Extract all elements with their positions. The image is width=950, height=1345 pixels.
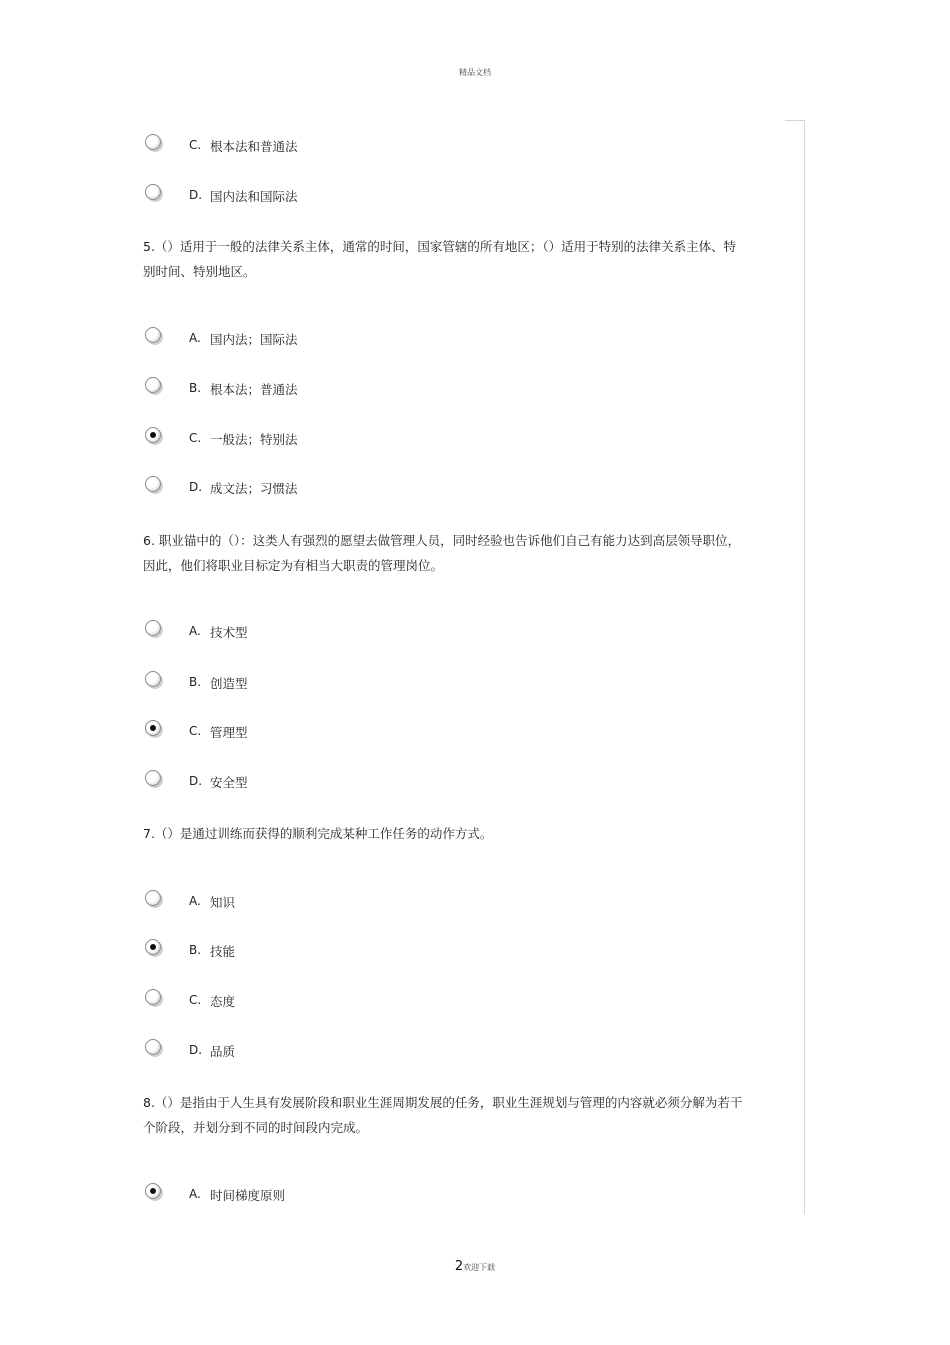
option-text: 根本法和普通法 (210, 139, 298, 154)
option-letter: A. (189, 1187, 201, 1201)
option-q7-c[interactable] (145, 989, 745, 1009)
option-q5-c[interactable] (145, 427, 745, 447)
option-letter: D. (189, 188, 203, 202)
option-q6-d[interactable] (145, 770, 745, 790)
option-letter: A. (189, 331, 201, 345)
option-letter: B. (189, 675, 202, 689)
option-q5-a[interactable] (145, 327, 745, 347)
option-q5-b[interactable] (145, 377, 745, 397)
option-letter: B. (189, 943, 202, 957)
footer-note: 欢迎下载 (463, 1263, 496, 1272)
option-letter: D. (189, 480, 203, 494)
option-text: 国内法；国际法 (210, 332, 298, 347)
frame-border-right (804, 120, 805, 1214)
page-number: 2 (454, 1259, 464, 1274)
radio-button[interactable] (145, 184, 161, 200)
option-letter: C. (189, 993, 202, 1007)
option-letter: C. (189, 431, 202, 445)
radio-button-selected[interactable] (145, 720, 161, 736)
option-text: 技能 (210, 944, 236, 959)
option-letter: A. (189, 894, 201, 908)
option-letter: A. (189, 624, 201, 638)
question-6-text: 6. 职业锚中的（）：这类人有强烈的愿望去做管理人员，同时经验也告诉他们自己有能力达到高层领导职位，因此，他们将职业目标定为有相当大职责的管理岗位。 (143, 533, 741, 573)
option-q4-d[interactable] (145, 184, 745, 204)
option-q8-a[interactable] (145, 1183, 745, 1203)
option-text: 管理型 (210, 725, 248, 740)
option-q7-b[interactable] (145, 939, 745, 959)
radio-button[interactable] (145, 620, 161, 636)
option-letter: D. (189, 774, 203, 788)
option-text: 时间梯度原则 (210, 1188, 286, 1203)
option-text: 一般法；特别法 (210, 432, 298, 447)
option-letter: C. (189, 138, 202, 152)
header-note: 精品文档 (459, 68, 491, 77)
option-q6-a[interactable] (145, 620, 745, 640)
radio-button-selected[interactable] (145, 1183, 161, 1199)
option-q5-d[interactable] (145, 476, 745, 496)
option-text: 安全型 (210, 775, 248, 790)
radio-button[interactable] (145, 377, 161, 393)
radio-button[interactable] (145, 890, 161, 906)
option-q7-d[interactable] (145, 1039, 745, 1059)
option-text: 技术型 (210, 625, 248, 640)
option-text: 创造型 (210, 676, 248, 691)
option-letter: D. (189, 1043, 203, 1057)
radio-button-selected[interactable] (145, 427, 161, 443)
radio-button-selected[interactable] (145, 939, 161, 955)
frame-border-top (785, 120, 805, 121)
radio-button[interactable] (145, 327, 161, 343)
radio-button[interactable] (145, 134, 161, 150)
radio-button[interactable] (145, 671, 161, 687)
option-q6-c[interactable] (145, 720, 745, 740)
option-text: 国内法和国际法 (210, 189, 298, 204)
radio-button[interactable] (145, 989, 161, 1005)
radio-button[interactable] (145, 476, 161, 492)
question-7-text: 7.（）是通过训练而获得的顺利完成某种工作任务的动作方式。 (143, 826, 493, 841)
option-text: 品质 (210, 1044, 236, 1059)
option-q6-b[interactable] (145, 671, 745, 691)
option-text: 成文法；习惯法 (210, 481, 298, 496)
question-8-text: 8.（）是指由于人生具有发展阶段和职业生涯周期发展的任务，职业生涯规划与管理的内容就必须分解为若干个阶段，并划分到不同的时间段内完成。 (143, 1095, 743, 1135)
option-q7-a[interactable] (145, 890, 745, 910)
page-footer (0, 1259, 950, 1274)
radio-button[interactable] (145, 1039, 161, 1055)
option-q4-c[interactable] (145, 134, 745, 154)
option-text: 知识 (210, 895, 236, 910)
option-letter: C. (189, 724, 202, 738)
radio-button[interactable] (145, 770, 161, 786)
option-text: 态度 (210, 994, 236, 1009)
question-5-text: 5.（）适用于一般的法律关系主体，通常的时间，国家管辖的所有地区；（）适用于特别的法律关系主体、特别时间、特别地区。 (143, 239, 737, 279)
option-letter: B. (189, 381, 202, 395)
option-text: 根本法；普通法 (210, 382, 298, 397)
